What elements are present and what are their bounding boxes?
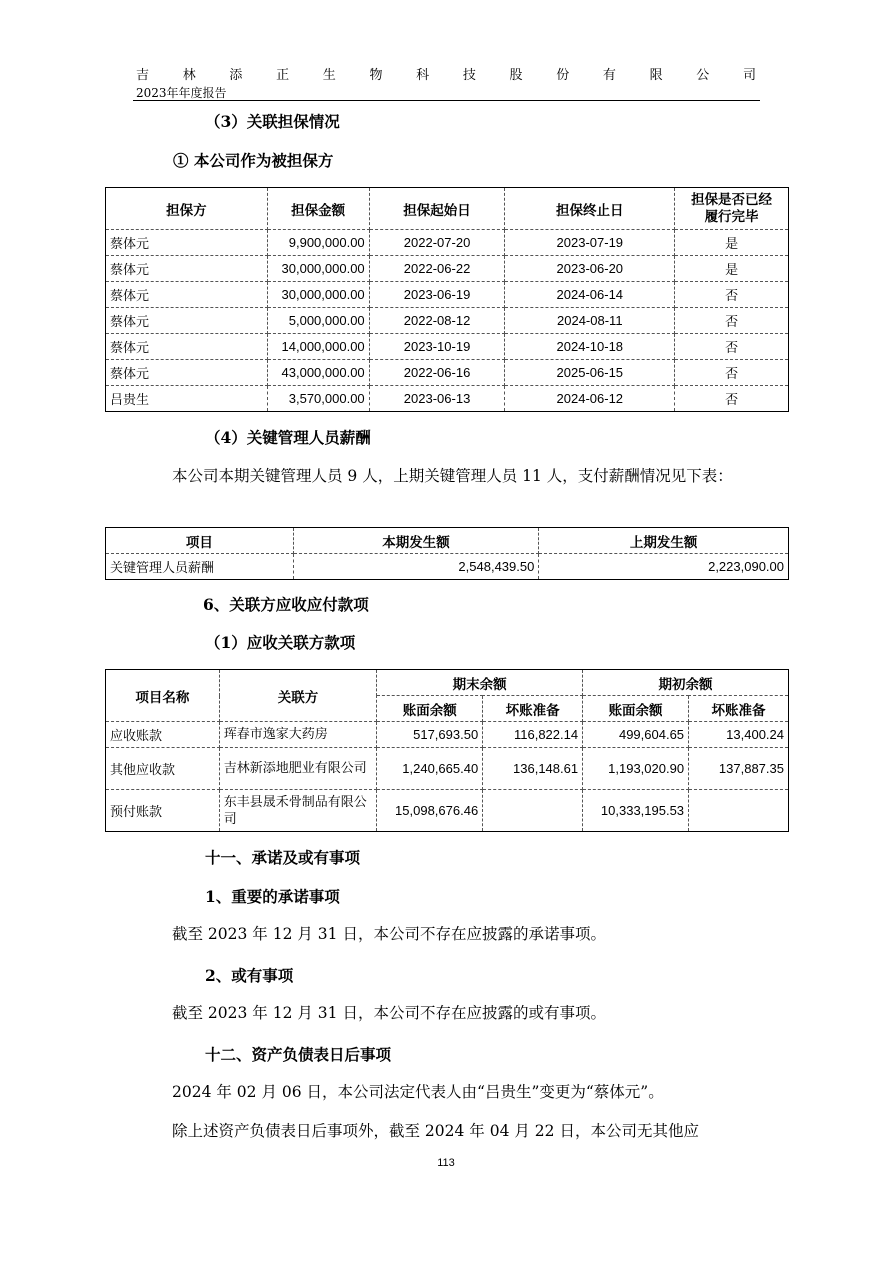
cell: 499,604.65 (583, 722, 689, 748)
cell: 预付账款 (106, 790, 220, 832)
section-title-subsequent: 十二、资产负债表日后事项 (205, 1045, 392, 1064)
col-item: 项目 (106, 528, 294, 554)
subtitle-receivable: （1）应收关联方款项 (205, 633, 356, 652)
cell: 吉林新添地肥业有限公司 (219, 748, 377, 790)
cell: 否 (675, 334, 789, 360)
cell: 2022-06-16 (369, 360, 505, 386)
cell: 2023-06-13 (369, 386, 505, 412)
section-title-guarantee: （3）关联担保情况 (205, 112, 340, 131)
subsequent-paragraph-1: 2024 年 02 月 06 日，本公司法定代表人由“吕贵生”变更为“蔡体元”。 (172, 1083, 664, 1101)
cell: 30,000,000.00 (267, 256, 369, 282)
cell: 2024-10-18 (505, 334, 675, 360)
commitments-paragraph: 截至 2023 年 12 月 31 日，本公司不存在应披露的承诺事项。 (172, 925, 606, 943)
cell: 否 (675, 308, 789, 334)
subsequent-paragraph-2: 除上述资产负债表日后事项外，截至 2024 年 04 月 22 日，本公司无其他应 (172, 1122, 699, 1140)
col-begin-book: 账面余额 (583, 696, 689, 722)
cell: 2023-06-19 (369, 282, 505, 308)
cell: 10,333,195.53 (583, 790, 689, 832)
cell: 东丰县晟禾骨制品有限公司 (219, 790, 377, 832)
cell (483, 790, 583, 832)
table-row (106, 790, 789, 832)
table-row (106, 334, 789, 360)
col-begin-bad: 坏账准备 (689, 696, 789, 722)
col-start-date: 担保起始日 (369, 188, 505, 230)
cell: 3,570,000.00 (267, 386, 369, 412)
subtitle-guaranteed-party: ① 本公司作为被担保方 (173, 151, 334, 170)
cell: 蔡体元 (106, 230, 268, 256)
cell: 否 (675, 282, 789, 308)
cell: 2023-10-19 (369, 334, 505, 360)
salary-paragraph: 本公司本期关键管理人员 9 人，上期关键管理人员 11 人，支付薪酬情况见下表： (172, 467, 733, 485)
table-row (106, 386, 789, 412)
contingencies-paragraph: 截至 2023 年 12 月 31 日，本公司不存在应披露的或有事项。 (172, 1004, 606, 1022)
col-group-begin: 期初余额 (583, 670, 789, 696)
cell: 2023-07-19 (505, 230, 675, 256)
col-current: 本期发生额 (293, 528, 539, 554)
cell: 蔡体元 (106, 282, 268, 308)
header-company-char: 公 (696, 68, 710, 83)
cell: 否 (675, 360, 789, 386)
col-item-name: 项目名称 (106, 670, 220, 722)
col-fulfilled: 担保是否已经履行完毕 (675, 188, 789, 230)
header-company-char: 股 (509, 68, 523, 83)
header-report-title: 2023年年度报告 (136, 86, 227, 100)
table-row (106, 722, 789, 748)
cell: 43,000,000.00 (267, 360, 369, 386)
cell: 应收账款 (106, 722, 220, 748)
col-end-book: 账面余额 (377, 696, 483, 722)
cell: 吕贵生 (106, 386, 268, 412)
cell: 蔡体元 (106, 308, 268, 334)
col-guarantor: 担保方 (106, 188, 268, 230)
salary-table (105, 527, 789, 580)
header-company-char: 技 (462, 68, 476, 83)
subtitle-commitments: 1、重要的承诺事项 (205, 887, 340, 906)
cell: 2,548,439.50 (293, 554, 539, 580)
col-end-bad: 坏账准备 (483, 696, 583, 722)
header-company-char: 司 (742, 68, 756, 83)
cell: 是 (675, 256, 789, 282)
col-group-end: 期末余额 (377, 670, 583, 696)
cell: 2023-06-20 (505, 256, 675, 282)
cell: 其他应收款 (106, 748, 220, 790)
cell: 9,900,000.00 (267, 230, 369, 256)
cell: 2022-08-12 (369, 308, 505, 334)
header-divider (133, 100, 760, 101)
col-end-date: 担保终止日 (505, 188, 675, 230)
cell (689, 790, 789, 832)
cell: 30,000,000.00 (267, 282, 369, 308)
cell: 蔡体元 (106, 360, 268, 386)
header-company-char: 有 (602, 68, 616, 83)
col-amount: 担保金额 (267, 188, 369, 230)
cell: 517,693.50 (377, 722, 483, 748)
cell: 2022-06-22 (369, 256, 505, 282)
header-company-char: 吉 (136, 68, 150, 83)
header-company-char: 科 (416, 68, 430, 83)
header-company-char: 生 (322, 68, 336, 83)
cell: 14,000,000.00 (267, 334, 369, 360)
cell: 珲春市逸家大药房 (219, 722, 377, 748)
cell: 2022-07-20 (369, 230, 505, 256)
table-row (106, 360, 789, 386)
col-related-party: 关联方 (219, 670, 377, 722)
cell: 2024-06-14 (505, 282, 675, 308)
cell: 蔡体元 (106, 256, 268, 282)
header-company-char: 林 (182, 68, 196, 83)
header-company-char: 添 (229, 68, 243, 83)
cell: 2024-08-11 (505, 308, 675, 334)
cell: 1,240,665.40 (377, 748, 483, 790)
section-title-commitments: 十一、承诺及或有事项 (205, 848, 361, 867)
cell: 2,223,090.00 (539, 554, 789, 580)
cell: 137,887.35 (689, 748, 789, 790)
header-company-char: 物 (369, 68, 383, 83)
section-title-receivable: 6、关联方应收应付款项 (203, 595, 369, 614)
cell: 13,400.24 (689, 722, 789, 748)
receivable-table (105, 669, 789, 832)
cell: 116,822.14 (483, 722, 583, 748)
cell: 关键管理人员薪酬 (106, 554, 294, 580)
header-company-char: 正 (276, 68, 290, 83)
header-company-name (136, 64, 756, 83)
col-previous: 上期发生额 (539, 528, 789, 554)
table-row (106, 230, 789, 256)
cell: 2025-06-15 (505, 360, 675, 386)
guarantee-table (105, 187, 789, 412)
header-company-char: 限 (649, 68, 663, 83)
cell: 5,000,000.00 (267, 308, 369, 334)
cell: 1,193,020.90 (583, 748, 689, 790)
subtitle-contingencies: 2、或有事项 (205, 966, 294, 985)
page-number: 113 (437, 1157, 455, 1169)
table-row (106, 554, 789, 580)
cell: 136,148.61 (483, 748, 583, 790)
cell: 否 (675, 386, 789, 412)
cell: 是 (675, 230, 789, 256)
table-row (106, 308, 789, 334)
cell: 2024-06-12 (505, 386, 675, 412)
header-company-char: 份 (556, 68, 570, 83)
table-row (106, 256, 789, 282)
section-title-salary: （4）关键管理人员薪酬 (205, 428, 371, 447)
cell: 15,098,676.46 (377, 790, 483, 832)
table-row (106, 282, 789, 308)
table-row (106, 748, 789, 790)
cell: 蔡体元 (106, 334, 268, 360)
